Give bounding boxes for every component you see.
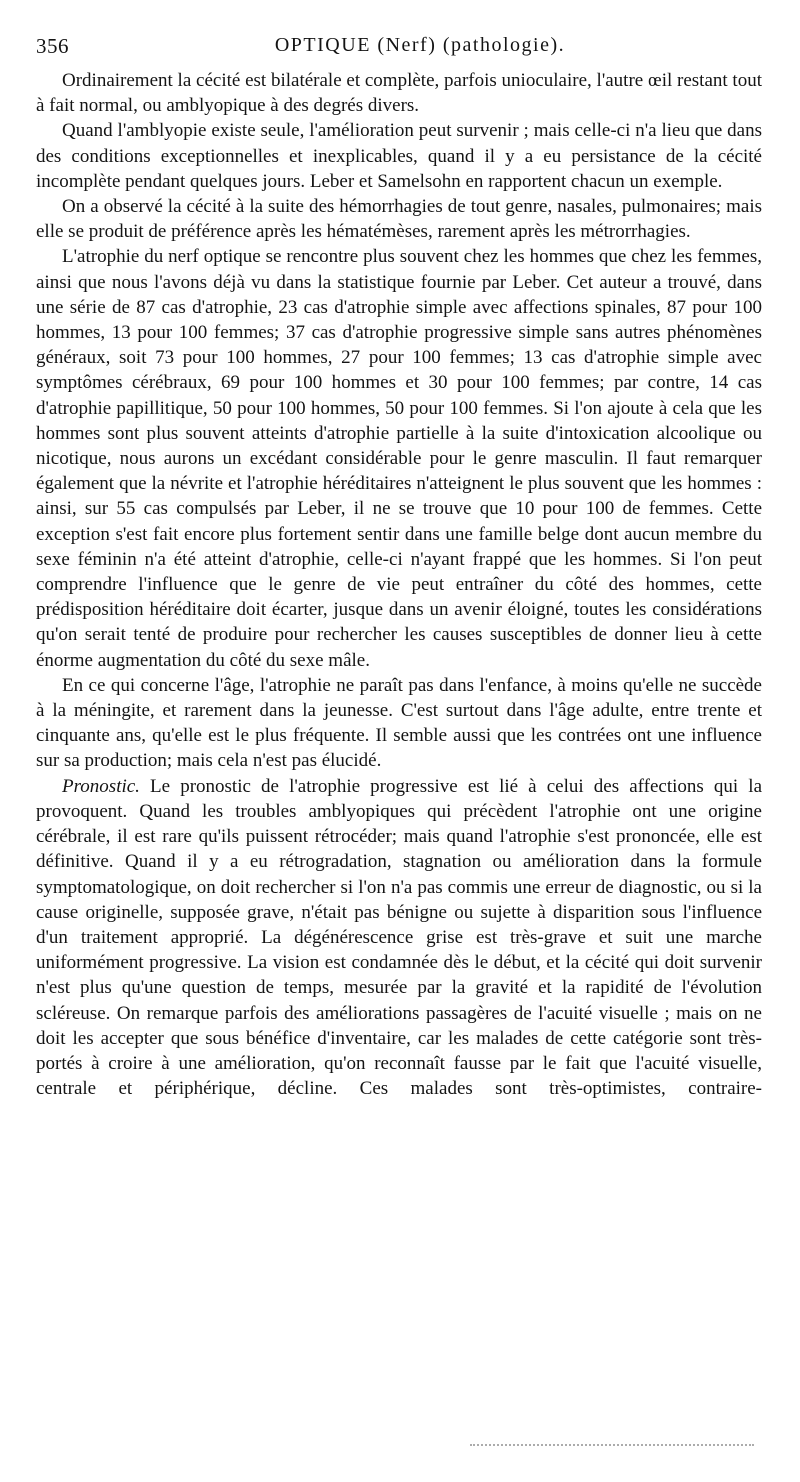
body-text [36, 68, 762, 1101]
pronostic-text: Le pronostic de l'atrophie progressive est lié à celui des affections qui la provoquent. Quand les troubles amblyopiques qui précèdent l'atrophie ont une origine cérébrale, il est rare qu'ils puissent rétrocéder; mais quand l'atrophie s'est prononcée, elle est définitive. Quand il y a eu rétrogradation, stagnation ou amélioration dans la formule symptomatologique, on doit rechercher si l'on n'a pas commis une erreur de diagnostic, ou si la cause originelle, supposée grave, n'était pas bénigne ou sujette à disparition sous l'influence d'un traitement approprié. La dégénérescence grise est très-grave et suit une marche uniformément progressive. La vision est condamnée dès le début, et la cécité qui doit survenir n'est plus qu'une question de temps, mesurée par la gravité et la rapidité de l'évolution scléreuse. On remarque parfois des améliorations passagères de l'acuité visuelle ; mais on ne doit les accepter que sous bénéfice d'inventaire, car les malades de cette catégorie sont très-portés à croire à une amélioration, qu'on reconnaît fausse par le fait que l'acuité visuelle, centrale et périphérique, décline. Ces malades sont très-optimistes, contraire- [36, 775, 762, 1100]
paragraph-atrophie-sexe: L'atrophie du nerf optique se rencontre plus souvent chez les hommes que chez les femmes, ainsi que nous l'avons déjà vu dans la statistique fournie par Leber. Cet auteur a trouvé, dans une série de 87 cas d'atrophie, 23 cas d'atrophie simple avec affections spinales, 87 pour 100 hommes, 13 pour 100 femmes; 37 cas d'atrophie progressive simple sans autres phénomènes généraux, soit 73 pour 100 hommes, 27 pour 100 femmes; 13 cas d'atrophie simple avec symptômes cérébraux, 69 pour 100 hommes et 30 pour 100 femmes; par contre, 14 cas d'atrophie papillitique, 50 pour 100 hommes, 50 pour 100 femmes. Si l'on ajoute à cela que les hommes sont plus souvent atteints d'atrophie partielle à la suite d'intoxication alcoolique ou nicotique, nous aurons un excédant considérable pour le genre masculin. Il faut remarquer également que la névrite et l'atrophie héréditaires n'atteignent le plus souvent que les hommes : ainsi, sur 55 cas compulsés par Leber, il ne se trouve que 10 pour 100 de femmes. Cette exception s'est fait encore plus fortement sentir dans une famille belge dont aucun membre du sexe féminin n'a été atteint d'atrophie, celle-ci n'ayant frappé que les hommes. Si l'on peut comprendre l'influence que le genre de vie peut entraîner du côté des hommes, cette prédisposition héréditaire doit écarter, jusque dans un avenir éloigné, toutes les considérations qu'on serait tenté de produire pour rechercher les causes susceptibles de donner lieu à cette énorme augmentation du côté du sexe mâle. [36, 246, 762, 671]
running-head [36, 34, 764, 64]
running-title: OPTIQUE (Nerf) (pathologie). [274, 34, 566, 56]
footer-dotted-rule [470, 1444, 754, 1446]
paragraph-pronostic [36, 774, 762, 1102]
paragraph-amblyopie: Quand l'amblyopie existe seule, l'amélioration peut survenir ; mais celle-ci n'a lieu que dans des conditions exceptionnelles et inexplicables, quand il y a eu persistance de la cécité incomplète pendant quelques jours. Leber et Samelsohn en rapportent chacun un exemple. [36, 120, 762, 192]
pronostic-heading: Pronostic. [62, 775, 140, 797]
paragraph-age: En ce qui concerne l'âge, l'atrophie ne paraît pas dans l'enfance, à moins qu'elle ne succède à la méningite, et rarement dans la jeunesse. C'est surtout dans l'âge adulte, entre trente et cinquante ans, qu'elle est le plus fréquente. Il semble aussi que les contrées ont une influence sur sa production; mais cela n'est pas élucidé. [36, 674, 762, 772]
page-number: 356 [36, 34, 69, 58]
paragraph-cecite-bilaterale: Ordinairement la cécité est bilatérale et complète, parfois unioculaire, l'autre œil restant tout à fait normal, ou amblyopique à des degrés divers. [36, 70, 762, 117]
paragraph-hemorrhagies: On a observé la cécité à la suite des hémorrhagies de tout genre, nasales, pulmonaires; mais elle se produit de préférence après les hématémèses, rarement après les métrorrhagies. [36, 196, 762, 243]
